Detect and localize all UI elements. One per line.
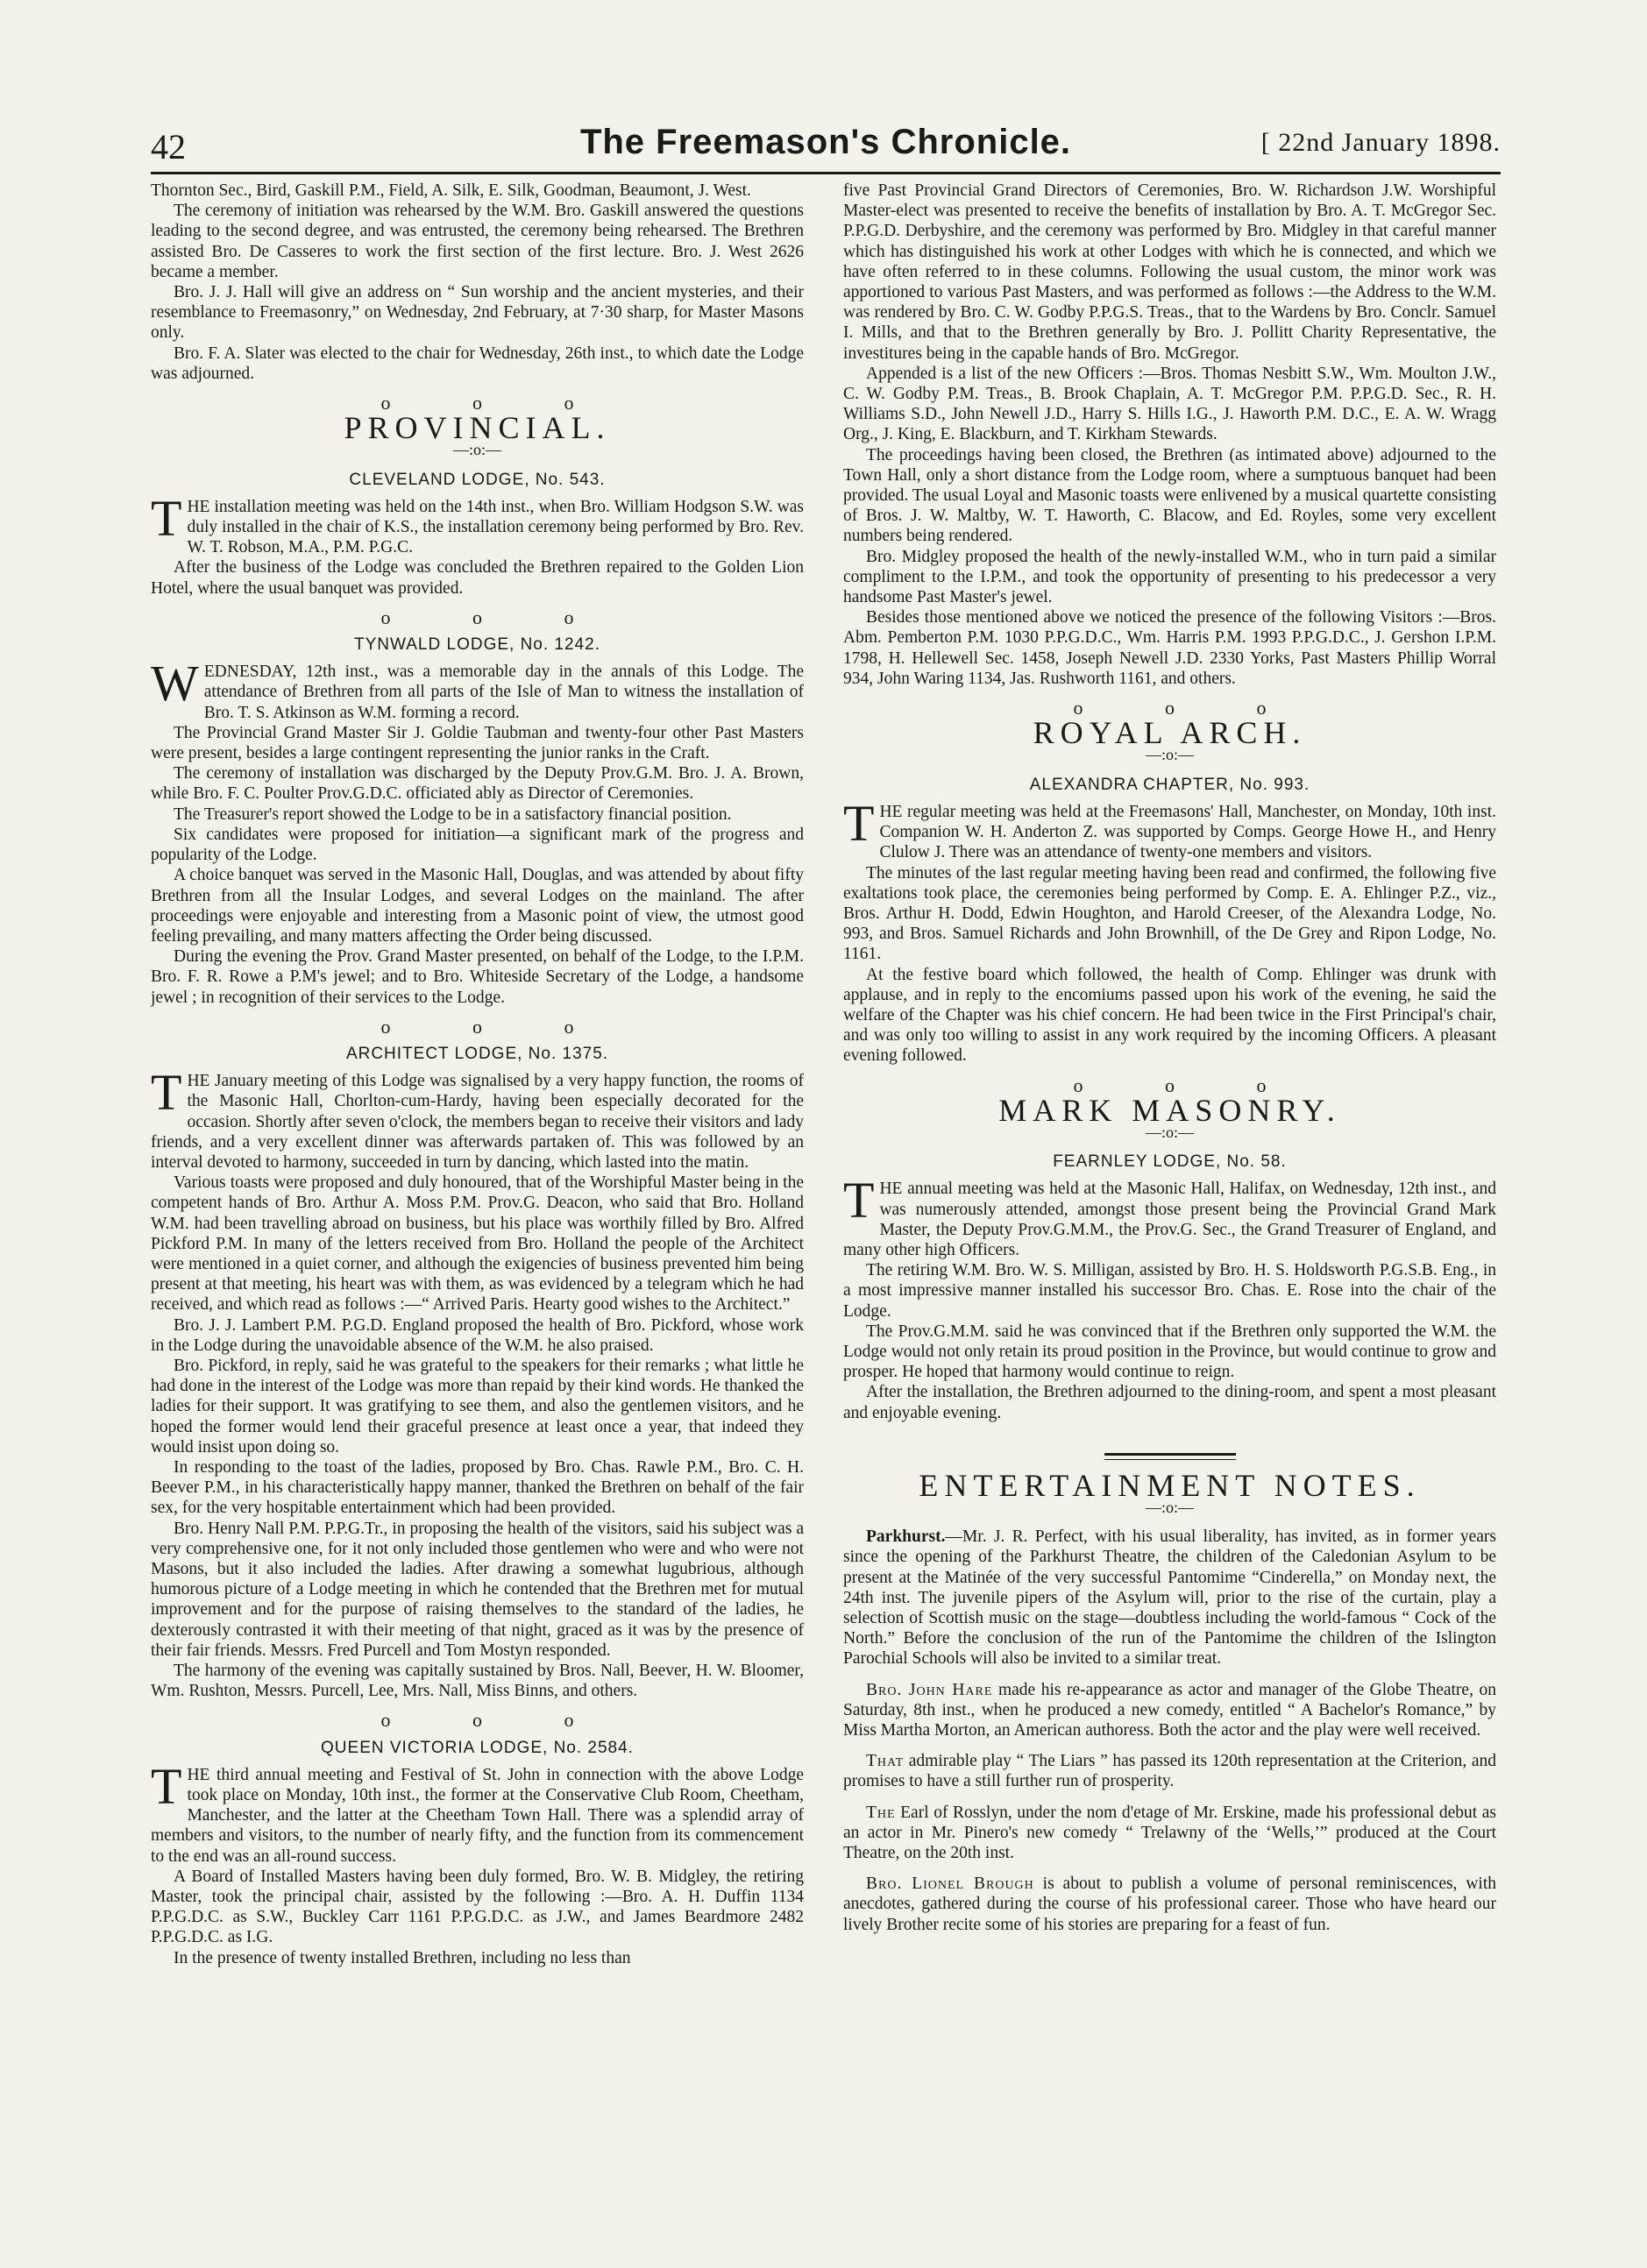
paragraph: Bro. Midgley proposed the health of the newly-installed W.M., who in turn paid a similar compliment to the I.P.M., and took the opportunity of presenting to his predecessor a very handsome Past Master's jewel. bbox=[843, 547, 1496, 607]
section-ornament: o o o bbox=[1073, 1074, 1305, 1096]
header-rule bbox=[151, 172, 1501, 174]
paragraph: A Board of Installed Masters having been duly formed, Bro. W. B. Midgley, the retiring Master, took the principal chair, assisted by the following :—Bro. A. H. Duffin 1134 P.P.G.D.C. as S.W., Buckley Carr 1161 P.P.G.D.C. as J.W., and James Beardmore 2482 P.P.G.D.C. as I.G. bbox=[151, 1867, 804, 1947]
article-opening: THE installation meeting was held on the 14th inst., when Bro. William Hodgson S.W. was duly installed in the chair of K.S., the installation ceremony being performed by Bro. Rev. W. T. Robson, M.A., P.M. P.G.C. bbox=[151, 489, 804, 557]
drop-cap: T bbox=[151, 489, 182, 547]
section-separator: —:o:— bbox=[1145, 1123, 1194, 1141]
note-lead: That bbox=[866, 1752, 905, 1771]
note-item: Parkhurst.—Mr. J. R. Perfect, with his usual liberality, has invited, as in former years since the opening of the Parkhurst Theatre, the children of the Caledonian Asylum to be present at the Matinée of the very successful Pantomime “Cinderella,” on Monday next, the 24th inst. The juvenile pipers of the Asylum will, prior to the rise of the curtain, play a selection of Scottish music on the stage—doubtless including the world-famous “ Cock of the North.” Before the conclusion of the run of the Pantomime the children of the Islington Parochial Schools will also be invited to a similar treat. bbox=[843, 1527, 1496, 1669]
note-item: That admirable play “ The Liars ” has passed its 120th representation at the Criterion, and promises to have a still further run of prosperity. bbox=[843, 1752, 1496, 1791]
section-title-mark-masonry: MARK MASONRY. bbox=[998, 1092, 1341, 1128]
lodge-heading: ARCHITECT LODGE, No. 1375. bbox=[345, 1044, 609, 1063]
drop-cap: T bbox=[843, 1172, 875, 1230]
right-column bbox=[843, 181, 1496, 2249]
article-opening: WEDNESDAY, 12th inst., was a memorable day in the annals of this Lodge. The attendance of Brethren from all parts of the Isle of Man to witness the installation of Bro. T. S. Atkinson as W.M. forming a record. bbox=[151, 655, 804, 722]
paragraph: Bro. F. A. Slater was elected to the chair for Wednesday, 26th inst., to which date the Lodge was adjourned. bbox=[151, 344, 804, 383]
note-item: The Earl of Rosslyn, under the nom d'etage of Mr. Erskine, made his professional debut as an actor in Mr. Pinero's new comedy “ Trelawny of the ‘Wells,’” produced at the Court Theatre, on the 20th inst. bbox=[843, 1803, 1496, 1863]
paragraph: A choice banquet was served in the Masonic Hall, Douglas, and was attended by about fifty Brethren from all the Insular Lodges, and several Lodges on the mainland. The after proceedings were enjoyable and interesting from a Masonic point of view, the utmost good feeling prevailing, and many matters affecting the Order being discussed. bbox=[151, 866, 804, 946]
note-lead: Parkhurst. bbox=[866, 1527, 946, 1547]
paragraph: The Prov.G.M.M. said he was convinced that if the Brethren only supported the W.M. the Lodge would not only retain its proud position in the Province, but would continue to grow and prosper. He hoped that harmony would continue to reign. bbox=[843, 1322, 1496, 1382]
lodge-heading: QUEEN VICTORIA LODGE, No. 2584. bbox=[321, 1738, 634, 1757]
paragraph: The retiring W.M. Bro. W. S. Milligan, assisted by Bro. H. S. Holdsworth P.G.S.B. Eng., in a most impressive manner installed his successor Bro. Chas. E. Rose into the chair of the Lodge. bbox=[843, 1261, 1496, 1321]
section-separator: —:o:— bbox=[1145, 746, 1194, 764]
paragraph: Six candidates were proposed for initiation—a significant mark of the progress and popularity of the Lodge. bbox=[151, 825, 804, 865]
publication-title: The Freemason's Chronicle. bbox=[579, 123, 1072, 161]
lodge-heading: FEARNLEY LODGE, No. 58. bbox=[1053, 1152, 1287, 1172]
paragraph: After the business of the Lodge was concluded the Brethren repaired to the Golden Lion Hotel, where the usual banquet was provided. bbox=[151, 558, 804, 598]
article-opening: THE regular meeting was held at the Freemasons' Hall, Manchester, on Monday, 10th inst. Companion W. H. Anderton Z. was supported by Comps. George Howe H., and Henry Clulow J. There was an attendance of twenty-one members and visitors. bbox=[843, 794, 1496, 862]
paragraph: Various toasts were proposed and duly honoured, that of the Worshipful Master being in the competent hands of Bro. Arthur A. Moss P.M. Prov.G. Deacon, who said that Bro. Holland W.M. had been travelling abroad on business, but his place was worthily filled by Bro. Alfred Pickford P.M. In many of the letters received from Bro. Holland the people of the Architect were mentioned in a quiet corner, and although the exigencies of business prevented him being present at that meeting, his heart was with them, as was evidenced by a telegram which he had received, and which read as follows :—“ Arrived Paris. Hearty good wishes to the Architect.” bbox=[151, 1173, 804, 1315]
paragraph: The ceremony of initiation was rehearsed by the W.M. Bro. Gaskill answered the questions leading to the second degree, and was entrusted, the ceremony being rehearsed. The Brethren assisted Bro. De Casseres to work the first section of the first lecture. Bro. J. West 2626 became a member. bbox=[151, 202, 804, 281]
left-column bbox=[151, 181, 804, 2249]
paragraph: During the evening the Prov. Grand Master presented, on behalf of the Lodge, to the I.P.M. Bro. F. R. Rowe a P.M's jewel; and to Bro. Whiteside Secretary of the Lodge, a handsome jewel ; in recognition of their services to the Lodge. bbox=[151, 947, 804, 1007]
lodge-heading: ALEXANDRA CHAPTER, No. 993. bbox=[1029, 775, 1310, 794]
paragraph: Bro. Pickford, in reply, said he was grateful to the speakers for their remarks ; what little he had done in the interest of the Lodge was more than repaid by their kind words. He thanked the ladies for their support. It was gratifying to see them, and also the gentlemen visitors, and he hoped the former would lend their graceful presence at least once a year, that indeed they would insist upon doing so. bbox=[151, 1356, 804, 1456]
lodge-heading: TYNWALD LODGE, No. 1242. bbox=[354, 635, 600, 655]
section-divider bbox=[1104, 1453, 1236, 1460]
section-title-provincial: PROVINCIAL. bbox=[344, 410, 611, 446]
paragraph: After the installation, the Brethren adjourned to the dining-room, and spent a most pleasant and enjoyable evening. bbox=[843, 1383, 1496, 1422]
paragraph: Bro. Henry Nall P.M. P.P.G.Tr., in proposing the health of the visitors, said his subject was a very comprehensive one, for it not only included those gentlemen who were and who were not Masons, but it also included the ladies. After drawing a somewhat lugubrious, although humorous picture of a Lodge meeting in which he contended that the Brethren met for mutual improvement and for the purpose of raising themselves to the standard of the ladies, he dexterously contrasted it with their meeting of that night, graced as it was by the presence of their fair friends. Messrs. Fred Purcell and Tom Mostyn responded. bbox=[151, 1519, 804, 1660]
section-ornament: o o o bbox=[380, 1015, 613, 1038]
note-lead: Bro. John Hare bbox=[866, 1680, 993, 1699]
article-opening: THE third annual meeting and Festival of St. John in connection with the above Lodge took place on Monday, 10th inst., the former at the Conservative Club Room, Cheetham, Manchester, and the latter at the Cheetham Town Hall. There was a splendid array of members and visitors, to the number of nearly fifty, and the function from its commencement to the end was an all-round success. bbox=[151, 1757, 804, 1866]
page-number: 42 bbox=[151, 127, 186, 167]
paragraph: five Past Provincial Grand Directors of Ceremonies, Bro. W. Richardson J.W. Worshipful Master-elect was presented to receive the benefits of installation by Bro. A. T. McGregor Sec. P.P.G.D. Derbyshire, and the ceremony was performed by Bro. Midgley in that careful manner which has distinguished his work at other Lodges with which he is connected, and which we have often referred to in these columns. Following the usual custom, the minor work was apportioned to various Past Masters, and was performed as follows :—the Address to the W.M. was rendered by Bro. C. W. Godby P.P.G.S. Treas., that to the Wardens by Bro. Conclr. Samuel I. Mills, and that to the Brethren generally by Bro. J. Pollitt Charity Representative, the investitures being in the capable hands of Bro. McGregor. bbox=[843, 181, 1496, 363]
section-ornament: o o o bbox=[1073, 697, 1305, 719]
paragraph: The Treasurer's report showed the Lodge to be in a satisfactory financial position. bbox=[174, 804, 732, 824]
note-item: Bro. Lionel Brough is about to publish a volume of personal reminiscences, with anecdotes, gathered during the course of his professional career. Those who have heard our lively Brother recite some of his stories are preparing for a feast of fun. bbox=[843, 1875, 1496, 1934]
paragraph: The Provincial Grand Master Sir J. Goldie Taubman and twenty-four other Past Masters were present, besides a large contingent representing the junior ranks in the Craft. bbox=[151, 723, 804, 763]
paragraph: The minutes of the last regular meeting having been read and confirmed, the following five exaltations took place, the ceremonies being performed by Comp. E. A. Ehlinger P.Z., viz., Bros. Arthur H. Dodd, Edwin Houghton, and Harold Creeser, of the Alexandra Lodge, No. 993, and Bros. Samuel Richards and John Brownhill, of the De Grey and Ripon Lodge, No. 1161. bbox=[843, 863, 1496, 964]
paragraph: Thornton Sec., Bird, Gaskill P.M., Field, A. Silk, E. Silk, Goodman, Beaumont, J. West. bbox=[151, 181, 751, 200]
paragraph: The harmony of the evening was capitally sustained by Bros. Nall, Beever, H. W. Bloomer, Wm. Rushton, Messrs. Purcell, Lee, Mrs. Nall, Miss Binns, and others. bbox=[151, 1662, 804, 1701]
article-opening: THE January meeting of this Lodge was signalised by a very happy function, the rooms of the Masonic Hall, Chorlton-cum-Hardy, having been especially decorated for the occasion. Shortly after seven o'clock, the members began to receive their visitors and lady friends, and a very excellent dinner was afterwards partaken of. This was followed by an interval devoted to harmony, succeeded in turn by dancing, which lasted into the matin. bbox=[151, 1064, 804, 1172]
drop-cap: T bbox=[151, 1757, 182, 1815]
article-opening: THE annual meeting was held at the Masonic Hall, Halifax, on Wednesday, 12th inst., and was numerously attended, amongst those present being the Provincial Grand Mark Master, the Deputy Prov.G.M.M., the Prov.G. Sec., the Grand Treasurer of England, and many other high Officers. bbox=[843, 1172, 1496, 1259]
paragraph: In the presence of twenty installed Brethren, including no less than bbox=[174, 1948, 631, 1967]
section-title-royal-arch: ROYAL ARCH. bbox=[1033, 715, 1307, 751]
section-separator: —:o:— bbox=[1145, 1498, 1194, 1516]
section-ornament: o o o bbox=[380, 606, 613, 628]
section-ornament: o o o bbox=[380, 392, 613, 415]
paragraph: Besides those mentioned above we noticed the presence of the following Visitors :—Bros. Abm. Pemberton P.M. 1030 P.P.G.D.C., Wm. Harris P.M. 1993 P.P.G.D.C., J. Gershon I.P.M. 1798, H. Hellewell Sec. 1458, Joseph Newell J.D. 2330 Yorks, Past Masters Phillip Worral 934, John Waring 1134, Jas. Rushworth 1161, and others. bbox=[843, 608, 1496, 688]
paragraph: Bro. J. J. Lambert P.M. P.G.D. England proposed the health of Bro. Pickford, whose work in the Lodge during the unavoidable absence of the W.M. he also praised. bbox=[151, 1315, 804, 1355]
entertainment-notes bbox=[843, 1527, 1496, 1935]
paragraph: The proceedings having been closed, the Brethren (as intimated above) adjourned to the Town Hall, only a short distance from the Lodge room, where a sumptuous banquet had been provided. The usual Loyal and Masonic toasts were enlivened by a musical quartette consisting of Bros. J. W. Maltby, W. T. Haworth, C. Blacow, and Ed. Royles, some very excellent numbers being rendered. bbox=[843, 445, 1496, 546]
note-item: Bro. John Hare made his re-appearance as actor and manager of the Globe Theatre, on Saturday, 8th inst., when he produced a new comedy, entitled “ A Bachelor's Romance,” by Miss Martha Morton, an American authoress. Both the actor and the play were well received. bbox=[843, 1680, 1496, 1740]
drop-cap: T bbox=[151, 1064, 182, 1122]
drop-cap: T bbox=[843, 794, 875, 852]
paragraph: The ceremony of installation was discharged by the Deputy Prov.G.M. Bro. J. A. Brown, while Bro. F. C. Poulter Prov.G.D.C. officiated ably as Director of Ceremonies. bbox=[151, 764, 804, 804]
drop-cap: W bbox=[151, 655, 199, 712]
paragraph: Appended is a list of the new Officers :—Bros. Thomas Nesbitt S.W., Wm. Moulton J.W., C. W. Godby P.M. Treas., B. Brook Chaplain, A. T. McGregor P.M. P.P.G.D. Sec., R. H. Williams S.D., John Newell J.D., Harry S. Hills I.G., J. Haworth P.M. D.C., E. A. W. Wragg Org., J. King, E. Blackburn, and T. Kirkham Stewards. bbox=[843, 364, 1496, 444]
paragraph: At the festive board which followed, the health of Comp. Ehlinger was drunk with applause, and in reply to the encomiums passed upon his work of the evening, he said the welfare of the Chapter was his chief concern. He had been twice in the First Principal's chair, and was only too willing to assist in any work required by the incoming Officers. A pleasant evening followed. bbox=[843, 965, 1496, 1066]
lodge-heading: CLEVELAND LODGE, No. 543. bbox=[349, 470, 606, 489]
paragraph: Bro. J. J. Hall will give an address on “ Sun worship and the ancient mysteries, and their resemblance to Freemasonry,” on Wednesday, 2nd February, at 7·30 sharp, for Master Masons only. bbox=[151, 283, 804, 343]
issue-date: [ 22nd January 1898. bbox=[1260, 128, 1501, 157]
note-lead: Bro. Lionel Brough bbox=[866, 1875, 1034, 1894]
section-separator: —:o:— bbox=[452, 441, 501, 459]
page-header bbox=[151, 123, 1501, 167]
section-ornament: o o o bbox=[380, 1709, 613, 1732]
paragraph: In responding to the toast of the ladies, proposed by Bro. Chas. Rawle P.M., Bro. C. H. Beever P.M., in his characteristically happy manner, thanked the Brethren on behalf of the fair sex, for the very hospitable entertainment which had been provided. bbox=[151, 1457, 804, 1518]
section-title-entertainment: ENTERTAINMENT NOTES. bbox=[919, 1467, 1421, 1503]
note-lead: The bbox=[866, 1803, 896, 1822]
